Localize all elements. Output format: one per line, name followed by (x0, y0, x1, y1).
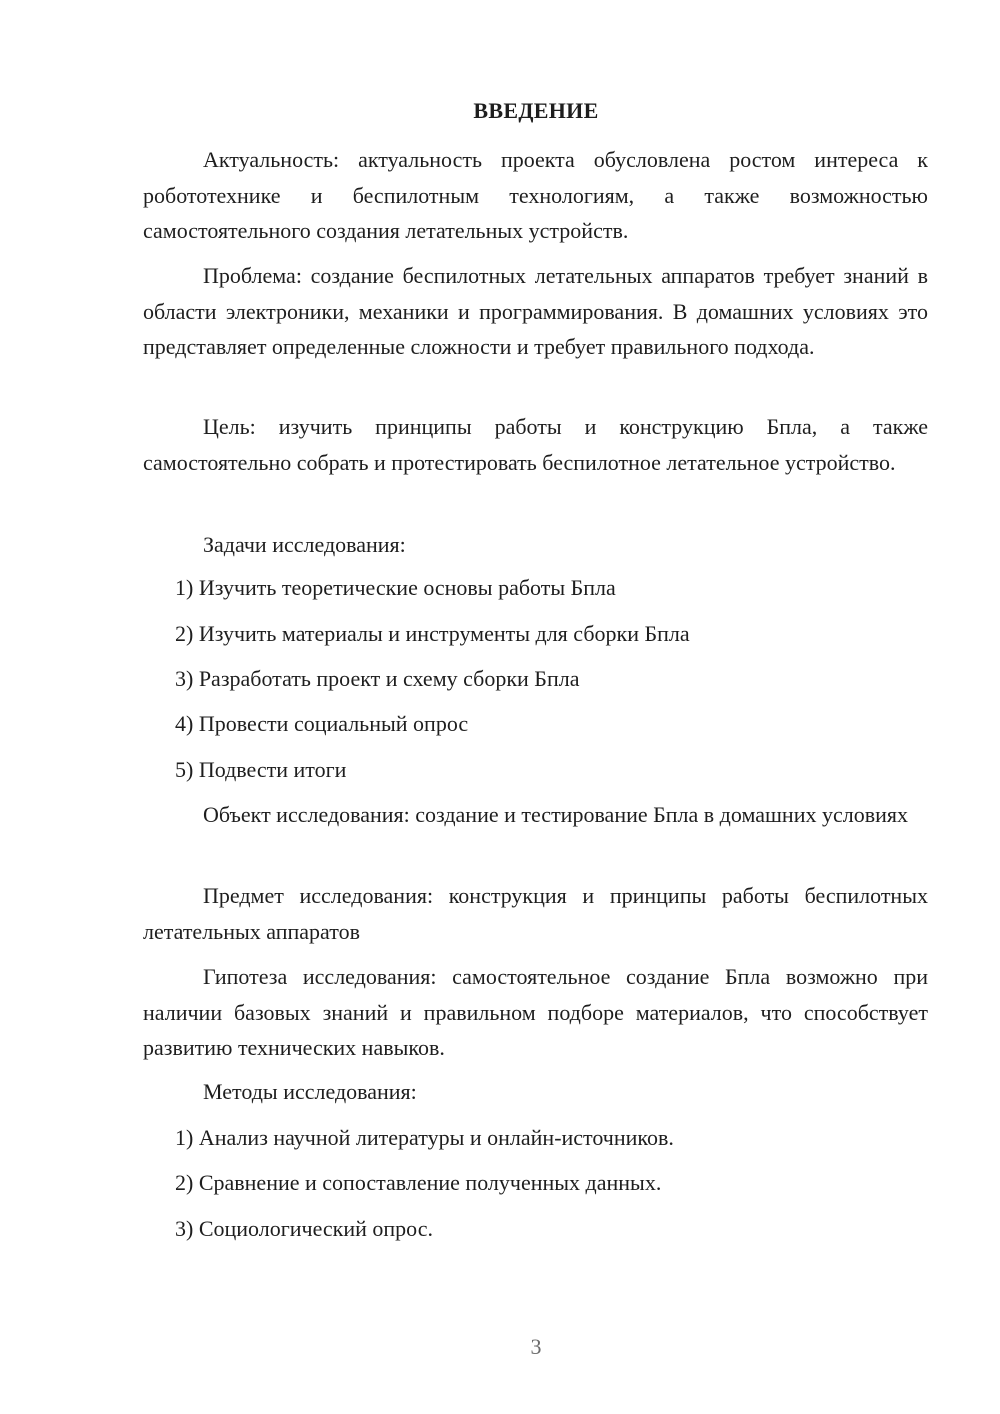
task-item-1: 1) Изучить теоретические основы работы Бпла (175, 575, 616, 600)
task-item-5: 5) Подвести итоги (175, 757, 347, 782)
task-item-4: 4) Провести социальный опрос (175, 711, 469, 736)
page-title: ВВЕДЕНИЕ (473, 98, 599, 123)
page-number: 3 (530, 1334, 542, 1359)
method-item-1: 1) Анализ научной литературы и онлайн-источников. (175, 1125, 674, 1150)
methods-heading: Методы исследования: (203, 1079, 417, 1104)
hypothesis-paragraph: Гипотеза исследования: самостоятельное создание Бпла возможно при наличии базовых знаний и правильном подборе материалов, что способствует развитию технических навыков. (143, 964, 928, 1060)
tasks-heading: Задачи исследования: (203, 532, 406, 557)
object-paragraph: Объект исследования: создание и тестирование Бпла в домашних условиях (203, 802, 908, 827)
relevance-paragraph: Актуальность: актуальность проекта обусловлена ростом интереса к робототехнике и беспилотным технологиям, а также возможностью самостоятельного создания летательных устройств. (143, 147, 928, 243)
method-item-3: 3) Социологический опрос. (175, 1216, 433, 1241)
task-item-3: 3) Разработать проект и схему сборки Бпла (175, 666, 580, 691)
problem-paragraph: Проблема: создание беспилотных летательных аппаратов требует знаний в области электроники, механики и программирования. В домашних условиях это представляет определенные сложности и требует правильного подхода. (143, 263, 928, 359)
method-item-2: 2) Сравнение и сопоставление полученных данных. (175, 1170, 662, 1195)
subject-paragraph: Предмет исследования: конструкция и принципы работы беспилотных летательных аппаратов (143, 883, 928, 944)
goal-paragraph: Цель: изучить принципы работы и конструкцию Бпла, а также самостоятельно собрать и протестировать беспилотное летательное устройство. (143, 414, 928, 475)
task-item-2: 2) Изучить материалы и инструменты для сборки Бпла (175, 621, 690, 646)
